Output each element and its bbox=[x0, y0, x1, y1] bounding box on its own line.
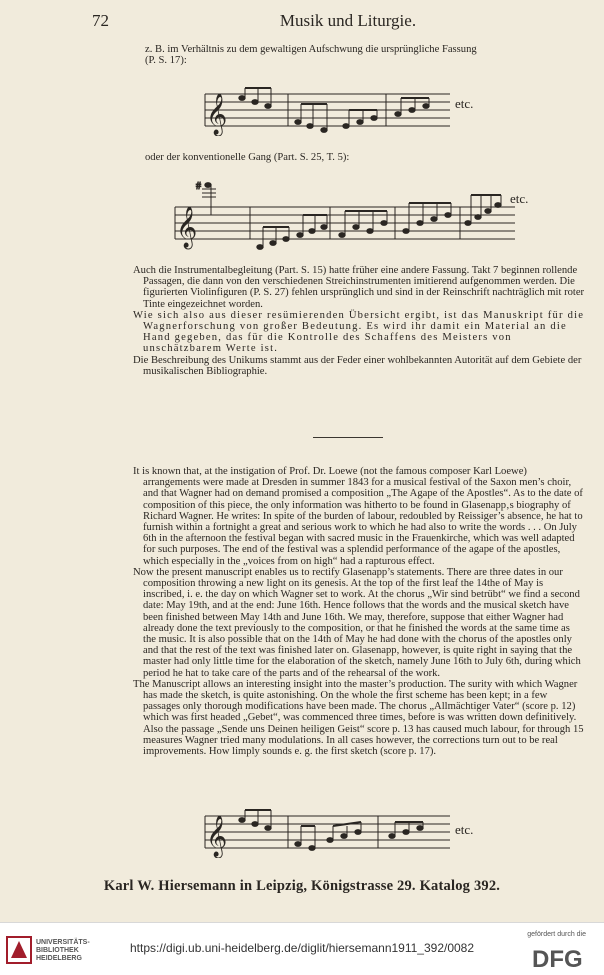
music-etc-3: etc. bbox=[455, 822, 474, 837]
music-etc-1: etc. bbox=[455, 96, 474, 111]
music-etc-2: etc. bbox=[510, 191, 529, 206]
music-example-3 bbox=[200, 808, 500, 858]
publisher-footer: Karl W. Hiersemann in Leipzig, Königstrasse 29. Katalog 392. bbox=[103, 878, 501, 894]
intro-line-2: (P. S. 17): bbox=[145, 55, 187, 67]
music-example-2 bbox=[170, 175, 570, 255]
library-name: UNIVERSITÄTS- BIBLIOTHEK HEIDELBERG bbox=[36, 939, 90, 962]
german-paragraph-1: Auch die Instrumentalbegleitung (Part. S. 15) hatte früher eine andere Fassung. Takt 7 beginnen rollende Passagen, die dann von den verschiedenen Streichinstrumenten imitierend aufgenommen werden. Die figurierten Violinfiguren (P. S. 27) fehlen ursprünglich und sind in der Reinschrift nachträglich mit roter Tinte eingezeichnet worden. bbox=[133, 265, 585, 310]
university-library-logo-icon bbox=[6, 936, 32, 964]
english-paragraph-2: Now the present manuscript enables us to rectify Glasenapp’s statements. There are three dates in our composition throwing a new light on its genesis. At the top of the first leaf the 14the of May is inscribed, i. e. the day on which Wagner set to work. At the chorus „Wir sind betrübt“ we find a second date: May 19th, and at the end: June 16th. Hence follows that the words and the musical sketch have been finished between May 14th and June 16th. We may, therefore, suppose that either Wagner had already done the text previously to the composition, or that he finished the words at the same time as the music. It is also possible that on the 14th of May he had done with the chorus of the apostles only and that the rest of the text was finished later on. Glasenapp, however, is quite right in saying that the master had only little time for the elaboration of the sketch, namely June 16th to July 6th, during which period he hat to take care of the parts and of the rehearsal of the work. bbox=[133, 566, 581, 679]
between-examples-text: oder der konventionelle Gang (Part. S. 25, T. 5): bbox=[145, 152, 350, 163]
document-url-link[interactable]: https://digi.ub.uni-heidelberg.de/diglit/hiersemann1911_392/0082 bbox=[130, 941, 475, 955]
english-paragraph-1: It is known that, at the instigation of Prof. Dr. Loewe (not the famous composer Karl Loewe) arrangements were made at Dresden in summer 1843 for a musical festival of the Saxon men’s choir, and that Wagner had on demand promised a composition „The Agape of the Apostles“. As to the date of composition of this piece, the only information was hitherto to be found in Glasenapp‚s biography of Richard Wagner. He writes: In spite of the burden of labour, redoubled by Reissiger’s absence, he hat to furnish within a fortnight a great and serious work to which he had also to write the words . . . On July 6th in the afternoon the festival began with sacred music in the Frauenkirche, which was well adapted for such purposes. The end of the festival was a splendid performance of the agape of the apostles, which especially in the „voices from on high“ had a rapturous effect. bbox=[133, 466, 583, 567]
intro-paragraph bbox=[145, 44, 585, 66]
svg-text:𝄞: 𝄞 bbox=[176, 207, 198, 248]
section-divider bbox=[313, 437, 383, 438]
english-paragraph-3: The Manuscript allows an interesting insight into the master’s production. The surity with which Wagner has made the sketch, is quite astonishing. On the whole the first scheme has been kept; in a few passages only thorough modifications have been made. The chorus „Allmächtiger Vater“ (score p. 12) which was first headed „Gebet“, was commenced three times, before is was written down definitively. Also the passage „Sende uns Deinen heiligen Geist“ score p. 13 has caused much labour, for through 15 measures Wagner tried many modulations. In all cases however, the corrections turn out to be real improvements. How limply sounds e. g. the first sketch (score p. 17). bbox=[133, 678, 584, 758]
music-example-1 bbox=[200, 86, 500, 136]
german-section bbox=[133, 265, 585, 377]
intro-line-1: z. B. im Verhältnis zu dem gewaltigen Aufschwung die ursprüngliche Fassung bbox=[145, 44, 477, 55]
german-paragraph-2: Wie sich also aus dieser resümierenden Übersicht ergibt, ist das Manuskript für die Wagnerforschung von großer Bedeutung. Es wird ihr damit ein Material an die Hand gegeben, das für die Kontrolle des Schaffens des Meisters von unschätzbarem Werte ist. bbox=[133, 309, 585, 355]
running-title: Musik und Liturgie. bbox=[279, 11, 417, 30]
german-paragraph-3: Die Beschreibung des Unikums stammt aus der Feder einer wohlbekannten Autorität auf dem Gebiete der musikalischen Bibliographie. bbox=[133, 354, 582, 377]
page-number: 72 bbox=[92, 11, 109, 30]
viewer-bottom-bar bbox=[0, 922, 604, 975]
dfg-logo-text: DFG bbox=[532, 946, 583, 971]
dfg-logo-icon bbox=[532, 943, 594, 971]
svg-text:#: # bbox=[196, 181, 201, 192]
english-section bbox=[133, 466, 585, 757]
funding-note: gefördert durch die bbox=[527, 931, 586, 938]
svg-text:𝄞: 𝄞 bbox=[206, 94, 228, 135]
svg-text:𝄞: 𝄞 bbox=[206, 816, 228, 857]
page-header bbox=[92, 11, 584, 31]
